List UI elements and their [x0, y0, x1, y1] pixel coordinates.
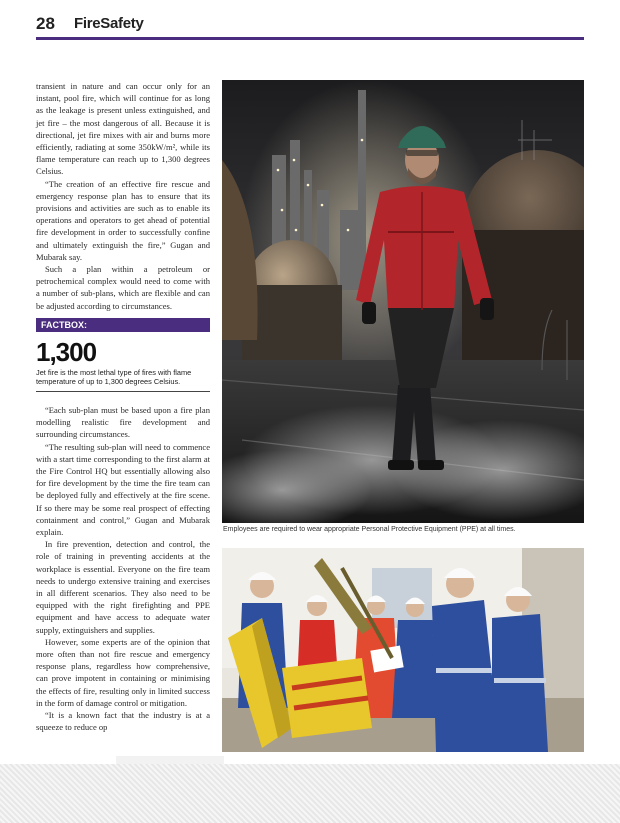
paragraph: However, some experts are of the opinion that more often than not fire rescue and emergency response plans, regardless how comprehensive, can prove impotent in containing or minimising the effects of fire, resulting only in limited success in the form of damage control or mitigation.: [36, 636, 210, 708]
photo-caption: Employees are required to wear appropriate Personal Protective Equipment (PPE) at all times.: [223, 526, 516, 533]
factbox: [36, 318, 210, 394]
paragraph: “It is a known fact that the industry is at a squeeze to reduce op: [36, 710, 210, 733]
header-rule: [36, 37, 584, 40]
paragraph: “Each sub-plan must be based upon a fire plan modelling realistic fire development and surrounding circumstances.: [36, 405, 210, 440]
paragraph: “The creation of an effective fire rescue and emergency response plan has to ensure that its provisions and activities are such as to enable its operations and operators to get ahead of potential fire development in order to successfully confine and ultimately extinguish the fire,” Gugan and Mubarak say.: [36, 178, 210, 262]
article-column-top: [36, 80, 210, 312]
article-column-bottom: [36, 404, 210, 733]
factbox-number: 1,300: [36, 337, 97, 367]
photo-ppe-worker-refinery: [222, 80, 584, 523]
paragraph: “The resulting sub-plan will need to commence with a start time corresponding to the first alarm at the Fire Control HQ but essentially allowing also for fire development by the time the fire team can be deployed fully and effectively at the fire scene. If so there may be some real prospect of effecting containment and control,” Gugan and Mubarak explain.: [36, 441, 210, 538]
paragraph: Such a plan within a petroleum or petrochemical complex would need to come with a number of sub-plans, which are flexible and can be adjusted according to circumstances.: [36, 264, 210, 311]
factbox-rule: [36, 391, 210, 392]
section-title: FireSafety: [74, 15, 144, 32]
factbox-label: FACTBOX:: [36, 318, 210, 332]
factbox-text: Jet fire is the most lethal type of fires with flame temperature of up to 1,300 degrees Celsius.: [36, 368, 192, 386]
photo-fire-training: [222, 548, 584, 752]
page-header: [36, 14, 584, 38]
paragraph: transient in nature and can occur only for an instant, pool fire, which will continue for as long as the leakage is present unless extinguished, and jet fire – the most dangerous of all. Because it is directional, jet fire mixes with air and burns more efficiently, radiating at some 350kW/m², while its flame temperature can reach up to 1,300 degrees Celsius.: [36, 81, 210, 177]
paragraph: In fire prevention, detection and control, the role of training in preventing accidents at the workplace is essential. Everyone on the fire team needs to undergo extensive training and exercises in all different scenarios. They also need to be equipped with the right firefighting and PPE equipment and have access to adequate water supply, extinguishers and supplies.: [36, 539, 210, 635]
page-bottom-mask: [0, 764, 620, 823]
page-number: 28: [36, 14, 55, 33]
